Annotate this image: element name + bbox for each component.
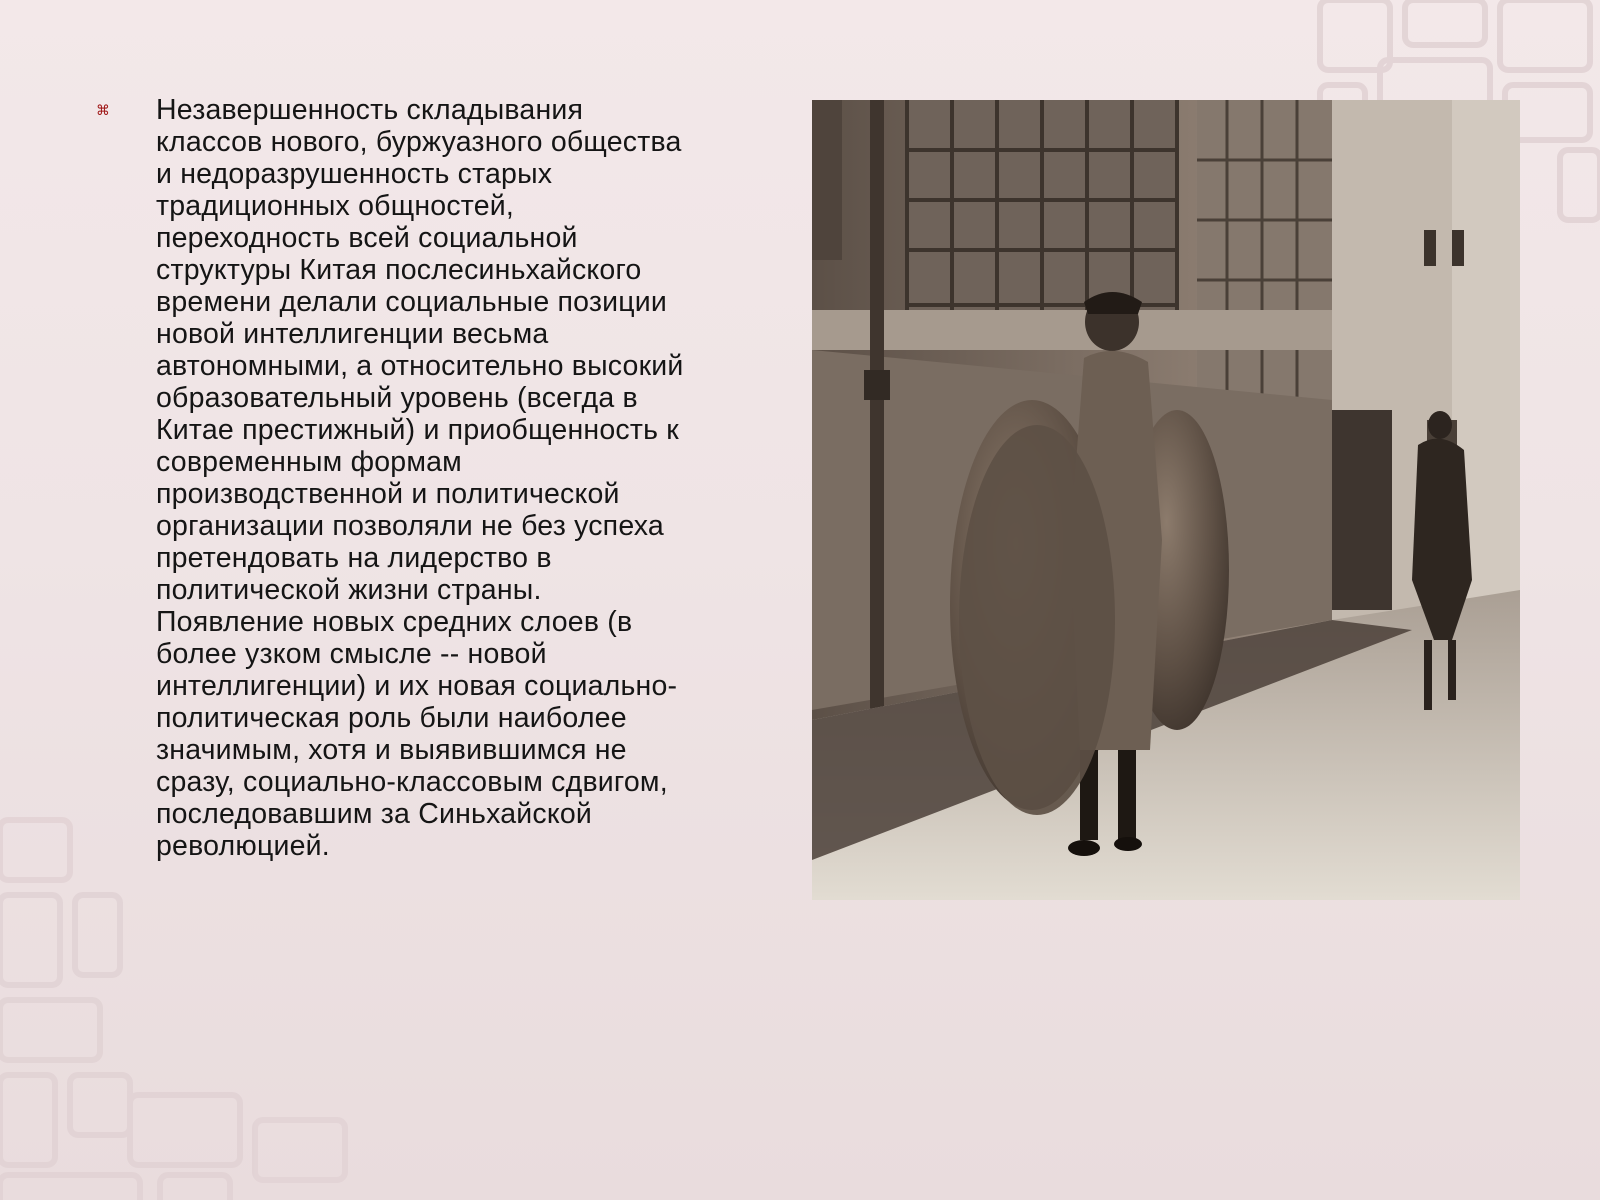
historical-photo: [812, 100, 1520, 900]
body-text: Незавершенность складывания классов нового, буржуазного общества и недоразрушенность старых традиционных общностей, переходность всей социальной структуры Китая послесиньхайского времени делали социальные позиции новой интеллигенции весьма автономными, а относительно высокий образовательный уровень (всегда в Китае престижный) и приобщенность к современным формам производственной и политической организации позволяли не без успеха претендовать на лидерство в политической жизни страны. Появление новых средних слоев (в более узком смысле -- новой интеллигенции) и их новая социально- политическая роль были наиболее значимым, хотя и выявившимся не сразу, социально-классовым сдвигом, последовавшим за Синьхайской революцией.: [156, 94, 684, 862]
sepia-street-photo-porter-with-sacks: [812, 100, 1520, 900]
command-key-icon: ⌘: [96, 103, 110, 119]
bullet-paragraph: [96, 94, 776, 894]
